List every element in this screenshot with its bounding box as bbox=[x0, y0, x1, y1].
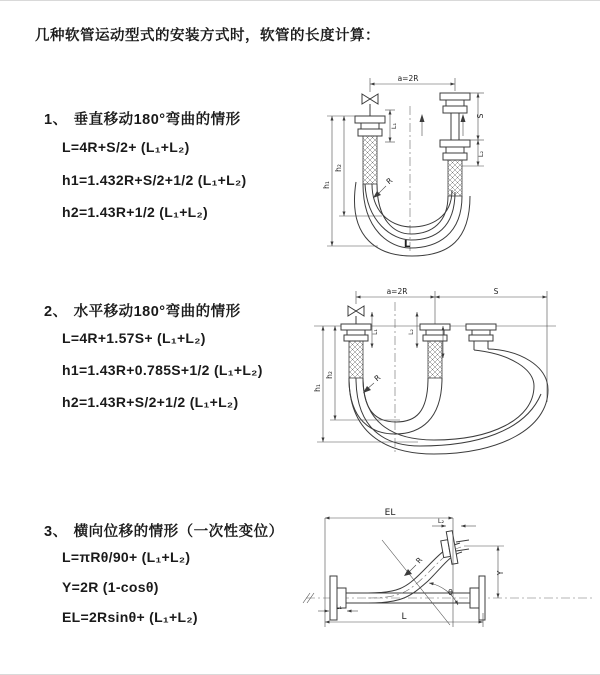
section-2-formula-h2: h2=1.43R+S/2+1/2 (L₁+L₂) bbox=[62, 394, 239, 410]
radius-label: R bbox=[372, 372, 383, 384]
dim-label-l: L bbox=[401, 612, 407, 622]
hose-curves bbox=[349, 349, 548, 454]
section-2-heading bbox=[44, 300, 241, 321]
radius-callout bbox=[363, 373, 382, 393]
page-title: 几种软管运动型式的安装方式时，软管的长度计算： bbox=[35, 28, 380, 44]
right-pipe bbox=[466, 324, 496, 350]
dim-label-s: S bbox=[476, 113, 485, 119]
braid-section bbox=[448, 160, 462, 196]
radius-label: R bbox=[384, 175, 395, 187]
dim-label-l1: L₁ bbox=[336, 604, 342, 611]
left-pipe bbox=[355, 94, 385, 184]
dim-label-h2: h₂ bbox=[325, 371, 334, 379]
section-1-heading bbox=[44, 108, 241, 129]
section-1-number: 1、 bbox=[44, 112, 68, 128]
right-pipe bbox=[440, 93, 470, 196]
section-2-formula-l: L=4R+1.57S+ (L₁+L₂) bbox=[62, 330, 206, 346]
dim-l1 bbox=[385, 110, 398, 142]
dim-a2r bbox=[356, 287, 435, 324]
dim-a2r bbox=[370, 74, 455, 92]
section-2-title: 水平移动180°弯曲的情形 bbox=[73, 304, 241, 320]
length-label: L bbox=[403, 239, 411, 250]
left-flange bbox=[330, 576, 346, 620]
left-pipe bbox=[341, 306, 371, 378]
dim-label-l1: L₁ bbox=[390, 122, 398, 130]
dim-label-l2: L₂ bbox=[477, 150, 485, 158]
page-edge-top bbox=[0, 0, 600, 1]
pipe-stub bbox=[456, 540, 469, 551]
valve-icon bbox=[362, 94, 378, 104]
braid-section bbox=[428, 341, 442, 378]
dim-label-y: Y bbox=[496, 570, 505, 576]
section-3-title: 横向位移的情形（一次性变位） bbox=[73, 524, 284, 540]
radius-label: R bbox=[413, 555, 425, 566]
section-1-formula-l: L=4R+S/2+ (L₁+L₂) bbox=[62, 139, 190, 155]
diagram-lateral-displacement bbox=[298, 505, 600, 650]
dim-label-h1: h₁ bbox=[322, 181, 331, 189]
dim-label-a2r: a=2R bbox=[386, 287, 408, 296]
dim-label-h1: h₁ bbox=[313, 384, 322, 392]
section-1-formula-h2: h2=1.43R+1/2 (L₁+L₂) bbox=[62, 204, 209, 220]
section-1-title: 垂直移动180°弯曲的情形 bbox=[73, 112, 241, 128]
dim-l1 bbox=[372, 312, 379, 348]
dim-label-a2r: a=2R bbox=[397, 74, 419, 83]
section-3-heading bbox=[44, 520, 284, 541]
dim-l1 bbox=[318, 604, 358, 611]
braid-section bbox=[363, 136, 377, 184]
dim-label-l1: L₁ bbox=[372, 329, 379, 335]
angle-label: θ bbox=[448, 588, 453, 597]
braid-section bbox=[349, 341, 363, 378]
dim-label-l2: L₂ bbox=[437, 517, 445, 525]
section-2-number: 2、 bbox=[44, 304, 68, 320]
dim-s bbox=[470, 93, 485, 140]
dim-label-s: S bbox=[493, 287, 499, 296]
dim-l2 bbox=[432, 517, 476, 526]
dim-l bbox=[325, 573, 483, 627]
dim-label-el: EL bbox=[384, 508, 396, 518]
valve-icon bbox=[348, 306, 364, 316]
section-3-formula-l: L=πRθ/90+ (L₁+L₂) bbox=[62, 549, 191, 565]
section-2-formula-h1: h1=1.43R+0.785S+1/2 (L₁+L₂) bbox=[62, 362, 263, 378]
section-1-formula-h1: h1=1.432R+S/2+1/2 (L₁+L₂) bbox=[62, 172, 247, 188]
dim-label-h2: h₂ bbox=[334, 164, 343, 172]
dim-l2 bbox=[408, 312, 417, 348]
diagram-horizontal-180-bend bbox=[300, 282, 600, 460]
section-3-formula-y: Y=2R (1-cosθ) bbox=[62, 579, 159, 595]
dim-label-l2: L₂ bbox=[408, 329, 415, 335]
dim-s bbox=[435, 287, 547, 402]
section-3-formula-el: EL=2Rsinθ+ (L₁+L₂) bbox=[62, 609, 198, 625]
diagram-vertical-180-bend bbox=[310, 70, 590, 260]
section-3-number: 3、 bbox=[44, 524, 68, 540]
middle-pipe bbox=[420, 324, 450, 378]
